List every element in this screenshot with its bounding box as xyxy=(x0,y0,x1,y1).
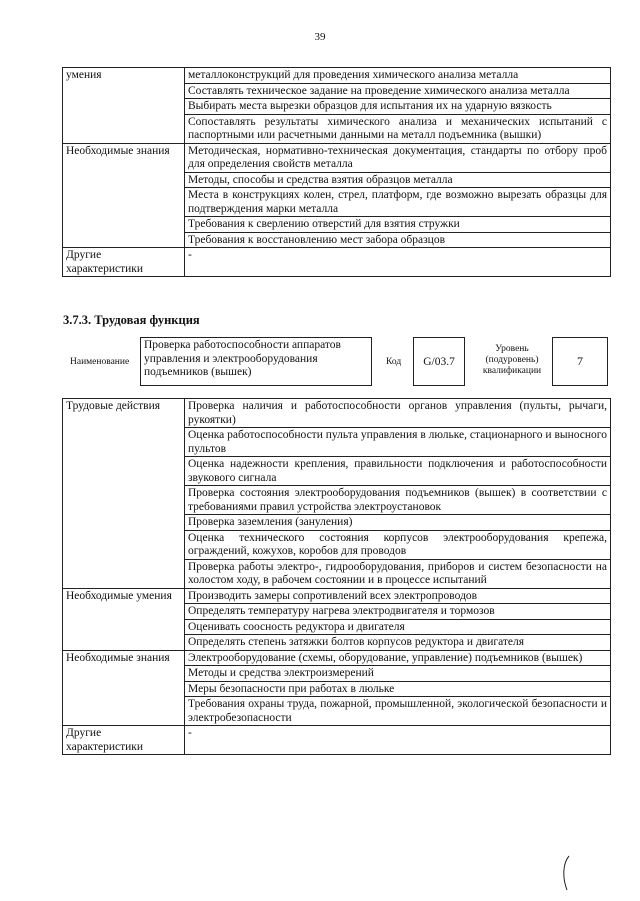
table-cell: - xyxy=(185,726,611,755)
row-label: Другие характеристики xyxy=(63,248,185,277)
table-cell: Проверка наличия и работоспособности органов управления (пульты, рычаги, рукоятки) xyxy=(185,399,611,428)
table-cell: Требования к восстановлению мест забора образцов xyxy=(185,232,611,248)
table-cell: Определять температуру нагрева электродвигателя и тормозов xyxy=(185,604,611,620)
table-cell: - xyxy=(185,248,611,277)
table-cell: Методическая, нормативно-техническая документация, стандарты по отбору проб для определения свойств металла xyxy=(185,143,611,172)
table-cell: Требования охраны труда, пожарной, промышленной, экологической безопасности и электробезопасности xyxy=(185,697,611,726)
table-cell: Меры безопасности при работах в люльке xyxy=(185,681,611,697)
function-details-table xyxy=(62,398,611,755)
table-row xyxy=(63,248,611,277)
table-cell: Определять степень затяжки болтов корпусов редуктора и двигателя xyxy=(185,635,611,651)
table-cell: Составлять техническое задание на проведение химического анализа металла xyxy=(185,83,611,99)
table-row xyxy=(63,588,611,604)
table-cell: Оценка надежности крепления, правильности подключения и работоспособности звукового сигнала xyxy=(185,457,611,486)
level-label: Уровень (подуровень) квалификации xyxy=(482,344,542,376)
row-label: Другие характеристики xyxy=(63,726,185,755)
table-cell: Методы, способы и средства взятия образцов металла xyxy=(185,172,611,188)
row-label: умения xyxy=(63,68,185,144)
table-cell: Оценивать соосность редуктора и двигателя xyxy=(185,619,611,635)
table-row xyxy=(63,399,611,428)
table-cell: Оценка технического состояния корпусов электрооборудования крепежа, ограждений, кожухов, коробов для проводов xyxy=(185,530,611,559)
table-row xyxy=(63,68,611,84)
table-cell: Сопоставлять результаты химического анализа и механических испытаний с паспортными или расчетными данными на металл подъемника (вышки) xyxy=(185,114,611,143)
table-row xyxy=(63,726,611,755)
row-label: Необходимые знания xyxy=(63,143,185,248)
table-row xyxy=(63,143,611,172)
requirements-table-top xyxy=(62,67,611,277)
table-cell: Проверка работы электро-, гидрооборудования, приборов и систем безопасности на холостом ходу, в рабочем состоянии и в процессе испытаний xyxy=(185,559,611,588)
page-number: 39 xyxy=(314,31,326,43)
row-label: Необходимые умения xyxy=(63,588,185,650)
function-code-box: G/03.7 xyxy=(413,337,465,386)
table-cell: Производить замеры сопротивлений всех электропроводов xyxy=(185,588,611,604)
table-cell: Требования к сверлению отверстий для взятия стружки xyxy=(185,217,611,233)
row-label: Необходимые знания xyxy=(63,650,185,726)
section-heading: 3.7.3. Трудовая функция xyxy=(63,313,200,327)
name-label: Наименование xyxy=(70,357,130,367)
table-cell: Проверка заземления (зануления) xyxy=(185,515,611,531)
function-name-box: Проверка работоспособности аппаратов управления и электрооборудования подъемников (вышек) xyxy=(140,337,372,386)
qualification-level-box: 7 xyxy=(552,337,608,386)
table-cell: Оценка работоспособности пульта управления в люльке, стационарного и выносного пультов xyxy=(185,428,611,457)
table-cell: Места в конструкциях колен, стрел, платформ, где возможно вырезать образцы для подтверждения марки металла xyxy=(185,188,611,217)
table-cell: Электрооборудование (схемы, оборудование, управление) подъемников (вышек) xyxy=(185,650,611,666)
table-row xyxy=(63,650,611,666)
table-cell: Проверка состояния электрооборудования подъемников (вышек) в соответствии с требованиями правил устройства электроустановок xyxy=(185,486,611,515)
row-label: Трудовые действия xyxy=(63,399,185,589)
table-cell: Методы и средства электроизмерений xyxy=(185,666,611,682)
handwritten-mark-icon xyxy=(560,855,572,891)
code-label: Код xyxy=(386,357,402,367)
table-cell: металлоконструкций для проведения химического анализа металла xyxy=(185,68,611,84)
table-cell: Выбирать места вырезки образцов для испытания их на ударную вязкость xyxy=(185,99,611,115)
